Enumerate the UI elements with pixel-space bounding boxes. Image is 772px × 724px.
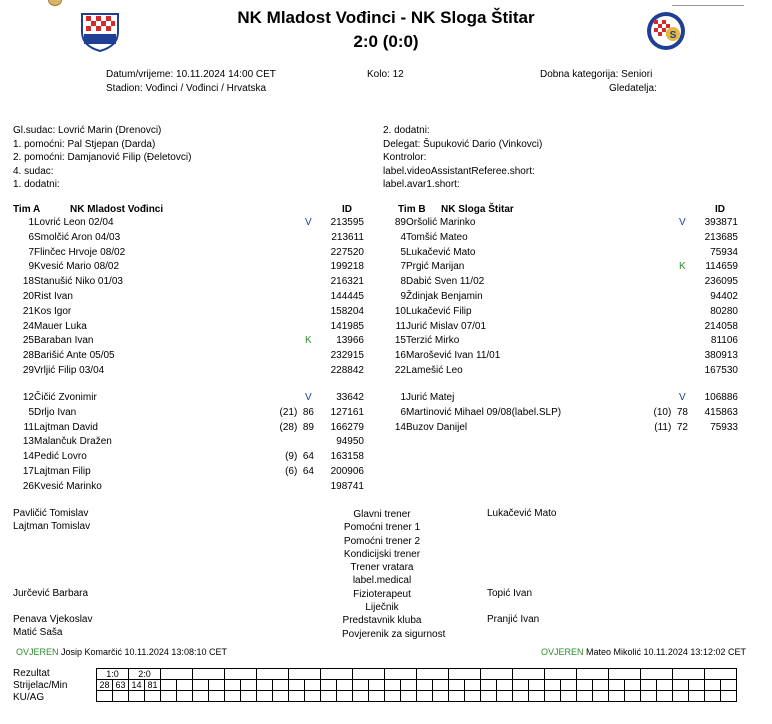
ku-ag-cell — [289, 691, 305, 702]
player-number: 25 — [22, 335, 34, 347]
ku-ag-cell — [401, 691, 417, 702]
ku-ag-cell — [673, 691, 689, 702]
player-name: Ždinjak Benjamin — [406, 291, 483, 302]
player-number: 14 — [22, 451, 34, 463]
player-number: 14 — [394, 421, 406, 433]
staff-role: Fizioterapeut — [353, 588, 411, 600]
player-id: 13966 — [336, 335, 364, 347]
staff-roles — [342, 508, 446, 641]
substitution-info: (6) 64 — [285, 466, 314, 477]
ku-ag-cell — [449, 691, 465, 702]
scorer-cell: 81 — [145, 680, 161, 691]
ku-ag-cell — [465, 691, 481, 702]
player-number: 89 — [394, 217, 406, 228]
scorer-cell — [337, 680, 353, 691]
player-number: 18 — [22, 276, 34, 288]
staff-role: Liječnik — [365, 602, 399, 614]
ku-ag-cell — [241, 691, 257, 702]
ku-ag-cell — [705, 691, 721, 702]
ku-ag-cell — [177, 691, 193, 702]
result-table-row — [97, 680, 737, 691]
result-cell — [161, 669, 193, 680]
player-id: 200906 — [330, 466, 364, 477]
scorer-cell — [657, 680, 673, 691]
scorer-cell — [257, 680, 273, 691]
staff-role: label.medical — [352, 575, 412, 587]
staff-role: Glavni trener — [353, 509, 411, 520]
ku-ag-cell — [577, 691, 593, 702]
ku-ag-cell — [145, 691, 161, 702]
player-number: 6 — [400, 406, 406, 418]
player-name: Kvesić Mario 08/02 — [34, 261, 120, 273]
player-id: 213611 — [331, 231, 364, 243]
result-row-labels — [13, 668, 67, 704]
top-right-decoration-icon — [672, 0, 744, 6]
ku-ag-cell — [193, 691, 209, 702]
ku-ag-cell — [593, 691, 609, 702]
player-name: Malančuk Dražen — [34, 436, 112, 448]
ku-ag-cell — [209, 691, 225, 702]
player-name: Dabić Sven 11/02 — [406, 276, 485, 288]
player-number: 28 — [22, 350, 34, 362]
player-id: 213595 — [330, 217, 364, 228]
staff-a-physio: Jurčević Barbara — [13, 588, 89, 599]
staff-b-head-coach: Lukačević Mato — [487, 508, 557, 519]
verified-label: OVJEREN — [541, 647, 584, 657]
ku-ag-cell — [433, 691, 449, 702]
ku-ag-cell — [481, 691, 497, 702]
ku-ag-cell — [225, 691, 241, 702]
player-number: 1 — [28, 217, 34, 228]
scorer-cell — [433, 680, 449, 691]
player-number: 26 — [22, 480, 34, 492]
player-id: 167530 — [704, 365, 738, 376]
official-var: label.videoAssistantReferee.short: — [383, 165, 535, 177]
player-number: 11 — [23, 421, 34, 433]
ku-ag-cell — [161, 691, 177, 702]
staff-role: Pomoćni trener 1 — [343, 522, 421, 534]
ku-ag-cell — [97, 691, 113, 702]
verification-b — [541, 647, 746, 657]
scorer-cell — [321, 680, 337, 691]
result-cell — [289, 669, 321, 680]
scorer-cell — [593, 680, 609, 691]
staff-role: Povjerenik za sigurnost — [342, 628, 446, 640]
ku-ag-cell — [657, 691, 673, 702]
verification-a-text: Josip Komarčić 10.11.2024 13:08:10 CET — [61, 647, 227, 657]
player-id: 81106 — [710, 335, 738, 347]
result-cell — [385, 669, 417, 680]
ku-ag-cell — [625, 691, 641, 702]
player-number: 16 — [394, 350, 406, 362]
player-id: 141985 — [330, 320, 364, 332]
player-name: Mauer Luka — [34, 320, 87, 332]
player-number: 9 — [400, 291, 406, 302]
scorer-cell: 28 — [97, 680, 113, 691]
officials-left — [13, 124, 191, 192]
ku-ag-cell — [513, 691, 529, 702]
player-number: 1 — [400, 392, 406, 403]
result-cell — [225, 669, 257, 680]
player-name: Lukačević Mato — [406, 246, 476, 258]
player-id: 127161 — [330, 406, 364, 418]
substitution-info: (21) 86 — [279, 406, 314, 418]
staff-a-assistant: Lajtman Tomislav — [13, 521, 91, 532]
scorer-cell — [193, 680, 209, 691]
player-number: 17 — [22, 466, 34, 477]
scorer-cell: 63 — [113, 680, 129, 691]
ku-ag-label: KU/AG — [13, 692, 45, 703]
player-number: 10 — [394, 305, 406, 317]
official-controller: Kontrolor: — [383, 152, 427, 163]
player-id: 75933 — [710, 421, 738, 433]
player-number: 9 — [28, 261, 34, 273]
player-name: Lajtman Filip — [34, 466, 91, 477]
staff-role: Trener vratara — [350, 562, 414, 574]
scorer-cell — [609, 680, 625, 691]
result-table — [96, 668, 737, 702]
player-number: 24 — [22, 320, 34, 332]
player-name: Stanušić Niko 01/03 — [34, 276, 123, 288]
official-additional-2: 2. dodatni: — [383, 125, 430, 136]
player-name: Prgić Marijan — [406, 261, 465, 273]
result-cell — [513, 669, 545, 680]
team-a-label: Tim A — [13, 204, 41, 215]
player-id: 75934 — [710, 246, 738, 258]
player-name: Rist Ivan — [34, 291, 73, 302]
captain-mark: K — [305, 335, 312, 347]
result-cell — [705, 669, 737, 680]
result-cell — [449, 669, 481, 680]
result-cell — [353, 669, 385, 680]
ku-ag-cell — [337, 691, 353, 702]
player-number: 8 — [400, 276, 406, 288]
ku-ag-cell — [545, 691, 561, 702]
scorer-cell — [561, 680, 577, 691]
player-name: Baraban Ivan — [34, 335, 94, 347]
result-label: Rezultat — [13, 668, 50, 679]
scorer-cell — [641, 680, 657, 691]
scorer-cell — [273, 680, 289, 691]
player-number: 4 — [400, 231, 406, 243]
scorer-cell: 14 — [129, 680, 145, 691]
player-number: 5 — [28, 406, 34, 418]
player-number: 11 — [395, 320, 406, 332]
player-number: 21 — [22, 305, 34, 317]
result-cell — [321, 669, 353, 680]
player-id: 198741 — [330, 480, 364, 492]
player-id: 166279 — [330, 421, 364, 433]
player-name: Lamešić Leo — [406, 365, 463, 376]
player-name: Lajtman David — [34, 421, 98, 433]
match-title: NK Mladost Vođinci - NK Sloga Štitar — [237, 8, 535, 27]
player-name: Tomšić Mateo — [406, 231, 468, 243]
player-number: 29 — [22, 365, 34, 376]
player-name: Lovrić Leon 02/04 — [34, 217, 114, 228]
staff-a-representative: Penava Vjekoslav — [13, 614, 93, 625]
scorer-cell — [705, 680, 721, 691]
ku-ag-cell — [721, 691, 737, 702]
team-b-name: NK Sloga Štitar — [441, 204, 514, 215]
match-spectators: Gledatelja: — [609, 83, 657, 94]
scorer-cell — [209, 680, 225, 691]
scorer-cell — [241, 680, 257, 691]
player-number: 22 — [394, 365, 406, 376]
scorer-cell — [161, 680, 177, 691]
player-id: 213685 — [704, 231, 738, 243]
team-a-id-header: ID — [342, 204, 352, 215]
player-name: Barišić Ante 05/05 — [34, 350, 115, 362]
goalkeeper-mark: V — [305, 392, 312, 403]
substitution-info: (9) 64 — [285, 451, 314, 463]
ku-ag-cell — [689, 691, 705, 702]
player-name: Vrljić Filip 03/04 — [34, 365, 105, 376]
result-cell — [193, 669, 225, 680]
player-id: 80280 — [710, 305, 738, 317]
ku-ag-cell — [321, 691, 337, 702]
result-cell — [545, 669, 577, 680]
scorer-cell — [465, 680, 481, 691]
player-number: 7 — [400, 261, 406, 273]
result-cell — [257, 669, 289, 680]
scorer-cell — [385, 680, 401, 691]
result-cell — [577, 669, 609, 680]
player-id: 236095 — [704, 276, 738, 288]
ku-ag-cell — [385, 691, 401, 702]
staff-a-security: Matić Saša — [13, 627, 63, 638]
player-number: 13 — [22, 436, 34, 448]
result-cell — [641, 669, 673, 680]
result-cell: 2:0 — [129, 669, 161, 680]
substitution-info: (11) 72 — [654, 421, 688, 433]
player-id: 227520 — [330, 246, 364, 258]
player-name: Terzić Mirko — [406, 335, 460, 347]
ku-ag-cell — [113, 691, 129, 702]
player-name: Kvesić Marinko — [34, 480, 102, 492]
ku-ag-cell — [417, 691, 433, 702]
goalkeeper-mark: V — [679, 392, 686, 403]
player-name: Martinović Mihael 09/08(label.SLP) — [406, 406, 562, 418]
scorer-cell — [417, 680, 433, 691]
scorer-cell — [305, 680, 321, 691]
player-id: 158204 — [330, 305, 364, 317]
match-score: 2:0 (0:0) — [353, 32, 419, 51]
match-date: Datum/vrijeme: 10.11.2024 14:00 CET — [106, 69, 276, 80]
official-assistant-2: 2. pomoćni: Damjanović Filip (Đeletovci) — [13, 152, 192, 163]
player-name: Marošević Ivan 11/01 — [406, 350, 501, 362]
result-table-row — [97, 691, 737, 702]
scorer-cell — [529, 680, 545, 691]
result-table-row — [97, 669, 737, 680]
player-id: 94402 — [710, 291, 738, 302]
ku-ag-cell — [529, 691, 545, 702]
staff-a-head-coach: Pavličić Tomislav — [13, 508, 89, 519]
player-id: 114659 — [705, 261, 738, 273]
match-round: Kolo: 12 — [367, 69, 404, 80]
scorer-cell — [225, 680, 241, 691]
player-name: Pedić Lovro — [34, 451, 87, 463]
player-number: 12 — [22, 392, 34, 403]
result-cell — [481, 669, 513, 680]
verified-label: OVJEREN — [16, 647, 59, 657]
scorer-cell — [513, 680, 529, 691]
official-avar: label.avar1.short: — [383, 179, 460, 190]
scorer-cell — [449, 680, 465, 691]
scorer-cell — [721, 680, 737, 691]
player-name: Jurić Mislav 07/01 — [406, 320, 487, 332]
ku-ag-cell — [369, 691, 385, 702]
player-id: 232915 — [330, 350, 364, 362]
result-cell: 1:0 — [97, 669, 129, 680]
scorer-label: Strijelac/Min — [13, 680, 68, 691]
scorer-cell — [545, 680, 561, 691]
scorer-cell — [177, 680, 193, 691]
player-id: 228842 — [330, 365, 364, 376]
ku-ag-cell — [353, 691, 369, 702]
scorer-cell — [673, 680, 689, 691]
ku-ag-cell — [257, 691, 273, 702]
scorer-cell — [353, 680, 369, 691]
player-number: 5 — [400, 246, 406, 258]
player-number: 15 — [394, 335, 406, 347]
official-referee: Gl.sudac: Lovrić Marin (Drenovci) — [13, 125, 162, 136]
scorer-cell — [577, 680, 593, 691]
result-cell — [673, 669, 705, 680]
official-fourth: 4. sudac: — [13, 165, 54, 177]
official-delegate: Delegat: Šupuković Dario (Vinkovci) — [383, 138, 543, 150]
official-assistant-1: 1. pomoćni: Pal Stjepan (Darda) — [13, 138, 156, 150]
match-stadium: Stadion: Vođinci / Vođinci / Hrvatska — [106, 83, 267, 94]
player-name: Lukačević Filip — [406, 305, 472, 317]
small-gold-icon — [48, 0, 62, 6]
player-id: 216321 — [330, 276, 364, 288]
substitution-info: (10) 78 — [653, 406, 688, 418]
player-id: 393871 — [704, 217, 738, 228]
player-name: Čičić Zvonimir — [34, 392, 97, 403]
goalkeeper-mark: V — [679, 217, 686, 228]
staff-b-representative: Pranjić Ivan — [487, 614, 540, 625]
ku-ag-cell — [609, 691, 625, 702]
ku-ag-cell — [273, 691, 289, 702]
player-id: 33642 — [336, 392, 364, 403]
verification-b-text: Mateo Mikolić 10.11.2024 13:12:02 CET — [586, 647, 746, 657]
player-id: 214058 — [704, 320, 738, 332]
player-name: Smolčić Aron 04/03 — [34, 231, 121, 243]
match-category: Dobna kategorija: Seniori — [540, 69, 653, 80]
player-id: 415863 — [704, 406, 738, 418]
captain-mark: K — [679, 261, 686, 273]
scorer-cell — [401, 680, 417, 691]
staff-role: Kondicijski trener — [343, 548, 421, 560]
player-id: 199218 — [330, 261, 364, 273]
player-name: Kos Igor — [34, 305, 72, 317]
team-b-id-header: ID — [715, 204, 725, 215]
scorer-cell — [481, 680, 497, 691]
player-id: 380913 — [704, 350, 738, 362]
team-b-label: Tim B — [398, 204, 426, 215]
scorer-cell — [625, 680, 641, 691]
ku-ag-cell — [129, 691, 145, 702]
player-name: Buzov Danijel — [406, 421, 468, 433]
officials-right — [383, 124, 542, 192]
ku-ag-cell — [305, 691, 321, 702]
scorer-cell — [289, 680, 305, 691]
player-number: 6 — [28, 231, 34, 243]
result-cell — [417, 669, 449, 680]
player-name: Jurić Matej — [406, 392, 455, 403]
ku-ag-cell — [497, 691, 513, 702]
scorer-cell — [689, 680, 705, 691]
staff-b-physio: Topić Ivan — [487, 588, 533, 599]
player-id: 144445 — [330, 291, 364, 302]
result-cell — [609, 669, 641, 680]
verification-a — [16, 647, 227, 657]
team-a-name: NK Mladost Vođinci — [70, 204, 164, 215]
official-additional-1: 1. dodatni: — [13, 179, 60, 190]
goalkeeper-mark: V — [305, 217, 312, 228]
scorer-cell — [369, 680, 385, 691]
staff-role: Pomoćni trener 2 — [343, 535, 421, 547]
player-id: 163158 — [330, 451, 364, 463]
ku-ag-cell — [641, 691, 657, 702]
svg-text:S: S — [669, 30, 677, 41]
substitution-info: (28) 89 — [279, 421, 314, 433]
scorer-cell — [497, 680, 513, 691]
player-number: 20 — [22, 291, 34, 302]
player-name: Flinčec Hrvoje 08/02 — [34, 246, 126, 258]
staff-role: Predstavnik kluba — [342, 615, 422, 627]
player-id: 106886 — [704, 392, 738, 403]
player-id: 94950 — [336, 436, 364, 448]
player-name: Oršolić Marinko — [406, 217, 476, 228]
player-number: 7 — [28, 246, 34, 258]
player-name: Drljo Ivan — [34, 406, 77, 418]
ku-ag-cell — [561, 691, 577, 702]
